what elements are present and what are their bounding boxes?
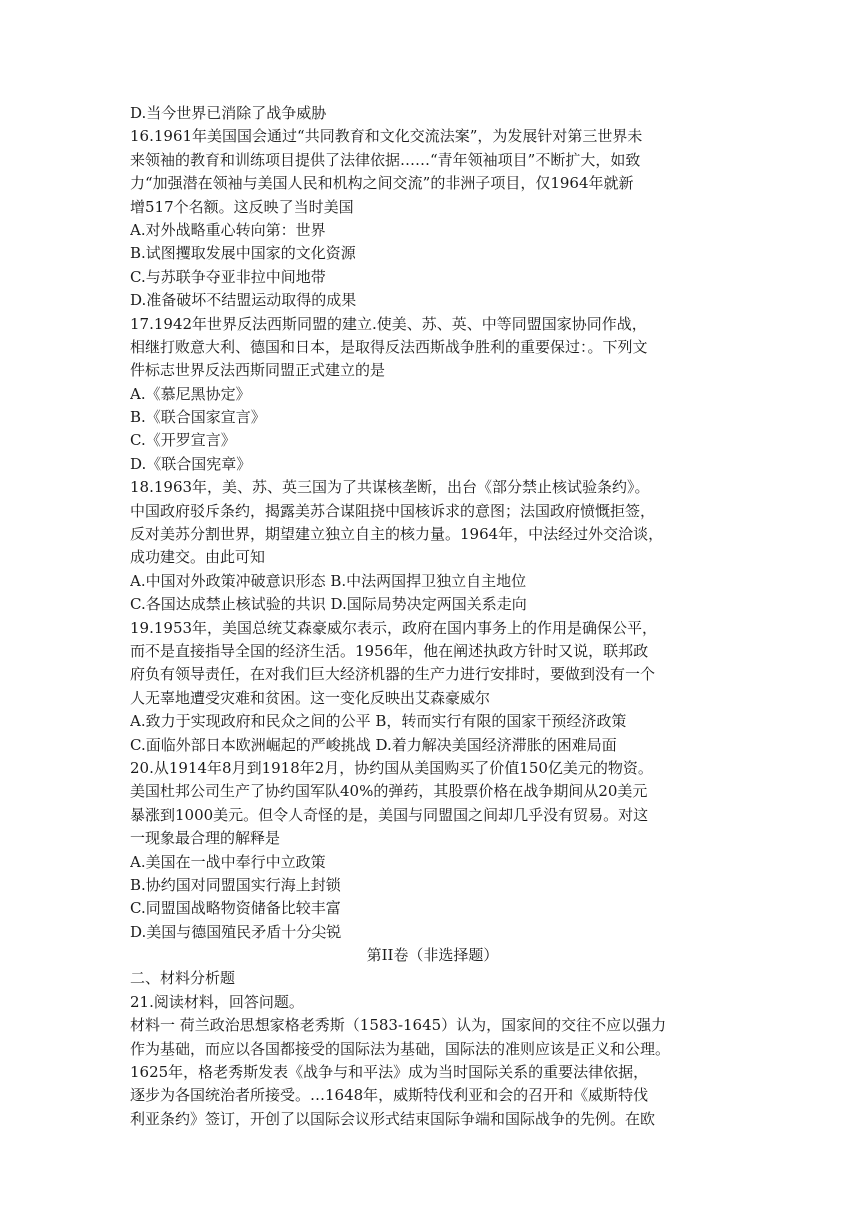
question-19-stem: 19.1953年，美国总统艾森豪威尔表示，政府在国内事务上的作用是确保公平， bbox=[130, 618, 658, 637]
option-b: B.《联合国家宣言》 bbox=[130, 408, 266, 427]
text-line: 中国政府驳斥条约，揭露美苏合谋阻挠中国核诉求的意图；法国政府愤慨拒签， bbox=[130, 501, 656, 520]
text-line: 反对美苏分割世界，期望建立独立自主的核力量。1964年，中法经过外交洽谈， bbox=[130, 525, 664, 544]
options-a-b: A.致力于实现政府和民众之间的公平 B，转而实行有限的国家干预经济政策 bbox=[130, 712, 627, 731]
option-d: D.准备破坏不结盟运动取得的成果 bbox=[130, 291, 357, 310]
question-17-stem: 17.1942年世界反法西斯同盟的建立.使美、苏、英、中等同盟国家协同作战， bbox=[130, 314, 647, 333]
text-line: 力“加强潜在领袖与美国人民和机构之间交流”的非洲子项目，仅1964年就新 bbox=[130, 174, 634, 193]
options-c-d: C.各国达成禁止核试验的共识 D.国际局势决定两国关系走向 bbox=[130, 595, 527, 614]
text-line: 府负有领导责任，在对我们巨大经济机器的生产力进行安排时，要做到没有一个 bbox=[130, 665, 656, 684]
options-c-d: C.面临外部日本欧洲崛起的严峻挑战 D.着力解决美国经济滞胀的困难局面 bbox=[130, 735, 617, 754]
question-20-stem: 20.从1914年8月到1918年2月，协约国从美国购买了价值150亿美元的物资。 bbox=[130, 758, 653, 777]
text-line: 件标志世界反法西斯同盟正式建立的是 bbox=[130, 361, 386, 380]
text-line: 人无辜地遭受灾难和贫困。这一变化反映出艾森豪威尔 bbox=[130, 688, 491, 707]
question-18-stem: 18.1963年，美、苏、英三国为了共谋核垄断，出台《部分禁止核试验条约》。 bbox=[130, 478, 650, 497]
text-line: 而不是直接指导全国的经济生活。1956年，他在阐述执政方针时又说，联邦政 bbox=[130, 641, 649, 660]
text-line: 1625年，格老秀斯发表《战争与和平法》成为当时国际关系的重要法律依据， bbox=[130, 1063, 649, 1082]
text-line: D.当今世界已消除了战争威胁 bbox=[130, 104, 327, 122]
part-heading: 二、材料分析题 bbox=[130, 969, 236, 988]
option-d: D.《联合国宪章》 bbox=[130, 454, 252, 473]
material-1: 材料一 荷兰政治思想家格老秀斯（1583-1645）认为，国家间的交往不应以强力 bbox=[130, 1016, 667, 1035]
text-line: 美国杜邦公司生产了协约国军队40%的弹药，其股票价格在战争期间从20美元 bbox=[130, 782, 648, 801]
text-line: 暴涨到1000美元。但令人奇怪的是，美国与同盟国之间却几乎没有贸易。对这 bbox=[130, 805, 649, 824]
text-line: 作为基础，而应以各国都接受的国际法为基础，国际法的准则应该是正义和公理。 bbox=[130, 1039, 671, 1058]
option-d: D.美国与德国殖民矛盾十分尖锐 bbox=[130, 922, 342, 941]
section-heading: 第II卷（非选择题） bbox=[366, 946, 499, 965]
text-line: 相继打败意大利、德国和日本，是取得反法西斯战争胜利的重要保过：。下列文 bbox=[130, 337, 648, 356]
text-line: 成功建交。由此可知 bbox=[130, 548, 266, 567]
option-c: C.与苏联争夺亚非拉中间地带 bbox=[130, 267, 326, 286]
option-a: A.美国在一战中奉行中立政策 bbox=[130, 852, 326, 871]
option-a: A.对外战略重心转向第：世界 bbox=[130, 220, 326, 239]
text-line: 利亚条约》签订，开创了以国际会议形式结束国际争端和国际战争的先例。在欧 bbox=[130, 1109, 656, 1128]
option-c: C.同盟国战略物资储备比较丰富 bbox=[130, 899, 341, 918]
text-line: 增517个名额。这反映了当时美国 bbox=[130, 197, 354, 216]
text-line: 一现象最合理的解释是 bbox=[130, 829, 281, 848]
question-21-stem: 21.阅读材料，回答问题。 bbox=[130, 992, 304, 1011]
option-b: B.试图攫取发展中国家的文化资源 bbox=[130, 244, 356, 263]
document-body bbox=[130, 102, 735, 1131]
question-16-stem: 16.1961年美国国会通过“共同教育和文化交流法案”，为发展针对第三世界未 bbox=[130, 127, 643, 146]
text-line: 来领袖的教育和训练项目提供了法律依据……“青年领袖项目”不断扩大，如致 bbox=[130, 150, 641, 169]
option-c: C.《开罗宣言》 bbox=[130, 431, 236, 450]
option-a: A.《慕尼黑协定》 bbox=[130, 384, 251, 403]
options-a-b: A.中国对外政策冲破意识形态 B.中法两国捍卫独立自主地位 bbox=[130, 571, 527, 590]
text-line: 逐步为各国统治者所接受。…1648年，威斯特伐利亚和会的召开和《威斯特伐 bbox=[130, 1086, 649, 1105]
option-b: B.协约国对同盟国实行海上封锁 bbox=[130, 875, 341, 894]
